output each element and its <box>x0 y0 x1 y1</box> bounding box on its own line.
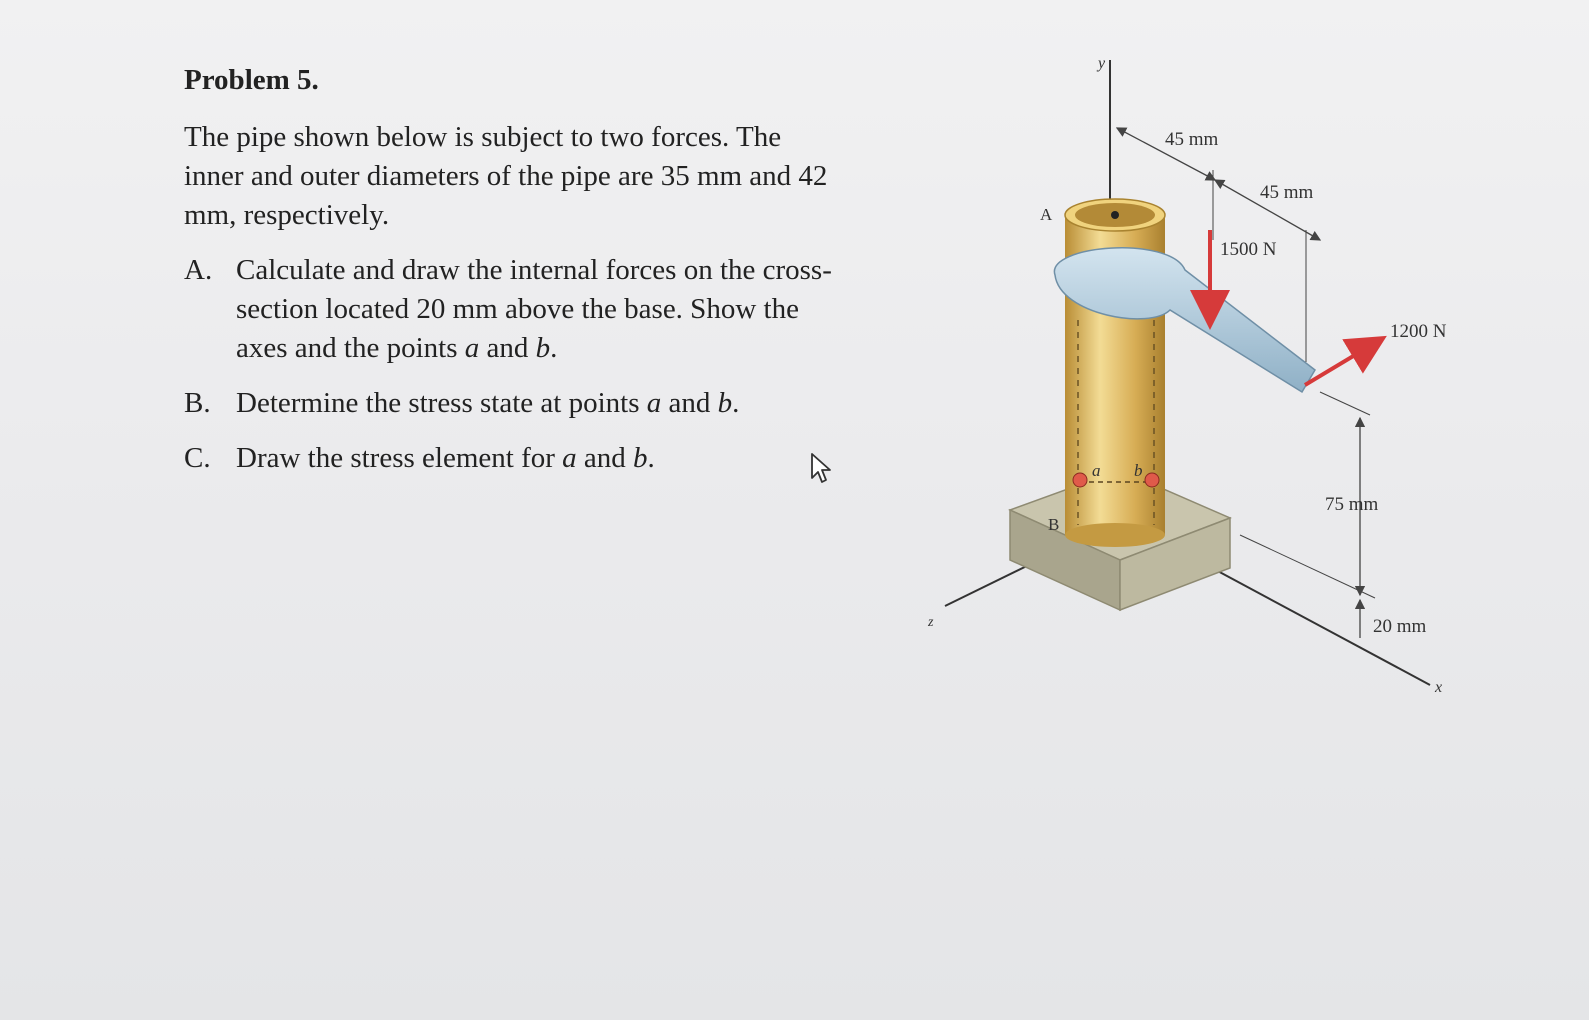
part-text: Draw the stress element for <box>236 442 563 474</box>
force-1200-arrow <box>1305 340 1380 385</box>
part-text-and: and <box>479 332 536 364</box>
part-text-and: and <box>661 387 718 419</box>
point-variable-a: a <box>646 387 662 419</box>
part-text: Determine the stress state at points <box>236 387 647 419</box>
label-force-1200: 1200 N <box>1390 321 1447 342</box>
problem-title: Problem 5. <box>184 64 319 96</box>
problem-part-b <box>184 384 846 423</box>
label-axis-z: z <box>928 615 934 630</box>
dim-extension-4 <box>1240 535 1375 598</box>
pipe-diagram <box>920 40 1490 700</box>
label-dim-45-top: 45 mm <box>1165 129 1219 150</box>
label-force-1500: 1500 N <box>1220 239 1277 260</box>
label-point-b: b <box>1134 461 1143 480</box>
label-point-A: A <box>1040 205 1053 224</box>
problem-part-c <box>184 439 846 478</box>
problem-part-a <box>184 251 846 368</box>
label-dim-75: 75 mm <box>1325 494 1379 515</box>
point-variable-b: b <box>717 387 733 419</box>
problem-statement <box>184 64 864 494</box>
part-text: Calculate and draw the internal forces on the cross-section located 20 mm above the base. Show the axes and the points <box>236 254 832 364</box>
part-text-and: and <box>576 442 634 474</box>
label-dim-45-right: 45 mm <box>1260 182 1314 203</box>
point-variable-b: b <box>633 442 648 474</box>
point-variable-a: a <box>562 442 577 474</box>
mouse-cursor-icon <box>810 452 836 488</box>
label-axis-y: y <box>1098 55 1106 72</box>
pipe-bottom <box>1065 523 1165 547</box>
pipe-figure <box>920 40 1490 700</box>
point-b-marker <box>1145 473 1159 487</box>
point-variable-b: b <box>535 332 551 364</box>
part-text-end: . <box>732 387 740 419</box>
part-letter: A. <box>184 254 213 286</box>
dim-extension-3 <box>1320 392 1370 415</box>
label-axis-x: x <box>1435 679 1443 696</box>
problem-parts-list <box>184 251 864 478</box>
label-dim-20: 20 mm <box>1373 616 1427 637</box>
part-letter: B. <box>184 387 211 419</box>
point-a-marker <box>1073 473 1087 487</box>
part-text-end: . <box>550 332 558 364</box>
problem-intro: The pipe shown below is subject to two forces. The inner and outer diameters of the pipe are 35 mm and 42 mm, respectively. <box>184 121 828 231</box>
pipe-center-dot <box>1111 211 1119 219</box>
part-text-end: . <box>647 442 655 474</box>
label-point-B: B <box>1048 515 1060 534</box>
label-point-a: a <box>1092 461 1101 480</box>
part-letter: C. <box>184 442 211 474</box>
point-variable-a: a <box>464 332 480 364</box>
